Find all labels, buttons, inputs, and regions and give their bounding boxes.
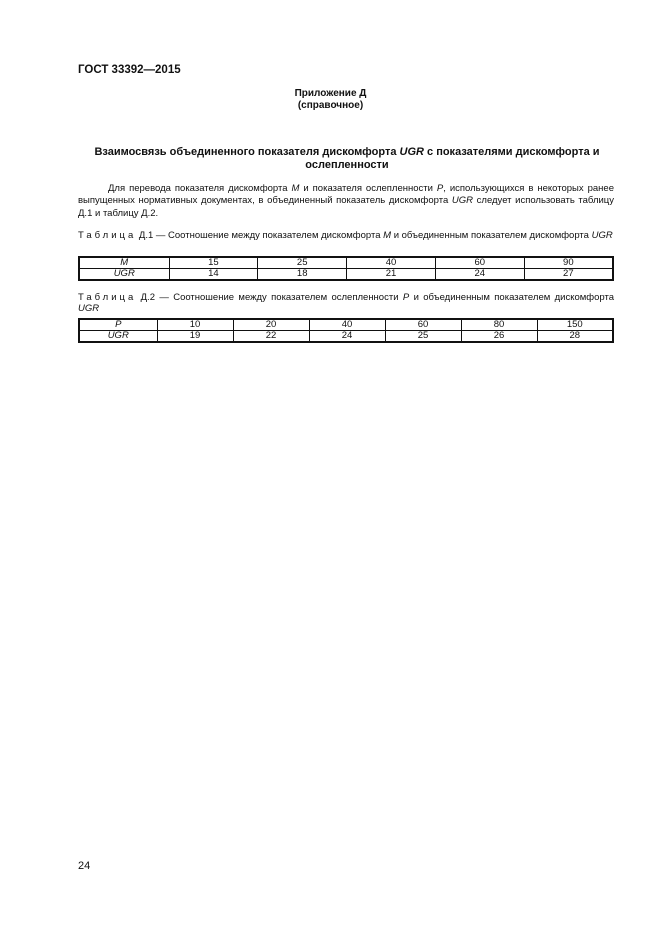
- table2-row2-label: UGR: [79, 331, 157, 343]
- section-title-text-2: с показателями дискомфорта и ослепленности: [305, 146, 600, 171]
- table-cell: 80: [461, 319, 537, 331]
- table-cell: 24: [309, 331, 385, 343]
- table2-caption-label: Таблица: [78, 292, 137, 303]
- document-header-code: ГОСТ 33392—2015: [78, 64, 181, 76]
- table-cell: 90: [524, 257, 613, 269]
- table1-row1-label: M: [79, 257, 169, 269]
- page-number: 24: [78, 860, 91, 872]
- table1-caption-label: Таблица: [78, 230, 137, 241]
- table-row: [79, 269, 613, 281]
- table2-caption-variable-1: P: [402, 292, 410, 303]
- table2-caption-text-1: Д.2 — Соотношение между показателем ослепленности: [136, 292, 403, 303]
- paragraph-text-2: и показателя ослепленности: [299, 183, 437, 194]
- table1-caption-text-1: Д.1 — Соотношение между показателем дискомфорта: [136, 230, 384, 241]
- table-cell: 20: [233, 319, 309, 331]
- table1-caption-variable-2: UGR: [591, 230, 613, 241]
- table2-caption-variable-2: UGR: [78, 303, 100, 314]
- table-cell: 28: [537, 331, 613, 343]
- table-cell: 40: [309, 319, 385, 331]
- appendix-title: Приложение Д: [294, 88, 367, 99]
- table-cell: 27: [524, 269, 613, 281]
- table-cell: 150: [537, 319, 613, 331]
- table-cell: 21: [347, 269, 436, 281]
- table1-caption: [78, 230, 614, 241]
- paragraph-text-3: , использующихся в некоторых ранее выпущенных нормативных документах, в объединенный показатель дискомфорта: [78, 183, 614, 207]
- table2-row1-label: P: [79, 319, 157, 331]
- paragraph-text-1: Для перевода показателя дискомфорта: [108, 183, 292, 194]
- table-cell: 14: [169, 269, 258, 281]
- intro-paragraph: [78, 183, 614, 220]
- table-row: [79, 319, 613, 331]
- table-cell: 25: [258, 257, 347, 269]
- appendix-type: (справочное): [297, 100, 364, 111]
- paragraph-variable-p: P: [436, 183, 444, 194]
- section-title-text-1: Взаимосвязь объединенного показателя дискомфорта: [94, 146, 400, 158]
- table-cell: 22: [233, 331, 309, 343]
- paragraph-variable-ugr: UGR: [451, 195, 474, 207]
- table-cell: 19: [157, 331, 233, 343]
- table-cell: 24: [435, 269, 524, 281]
- table2-caption: [78, 292, 614, 314]
- table-row: [79, 257, 613, 269]
- table1-row2-label: UGR: [79, 269, 169, 281]
- table-cell: 60: [435, 257, 524, 269]
- table-cell: 18: [258, 269, 347, 281]
- section-title-variable: UGR: [399, 146, 424, 158]
- paragraph-variable-m: M: [291, 183, 300, 194]
- table2-caption-text-2: и объединенным показателем дискомфорта: [409, 292, 615, 303]
- paragraph-text-4: следует использовать таблицу Д.1 и таблицу Д.2.: [78, 195, 614, 219]
- table-cell: 25: [385, 331, 461, 343]
- table-cell: 60: [385, 319, 461, 331]
- table1: [78, 256, 614, 281]
- table-cell: 26: [461, 331, 537, 343]
- table-cell: 40: [347, 257, 436, 269]
- table-row: [79, 331, 613, 343]
- table1-caption-variable-1: M: [383, 230, 392, 241]
- table2: [78, 318, 614, 343]
- table1-caption-text-2: и объединенным показателем дискомфорта: [391, 230, 592, 241]
- table-cell: 10: [157, 319, 233, 331]
- section-title: [80, 146, 614, 172]
- table-cell: 15: [169, 257, 258, 269]
